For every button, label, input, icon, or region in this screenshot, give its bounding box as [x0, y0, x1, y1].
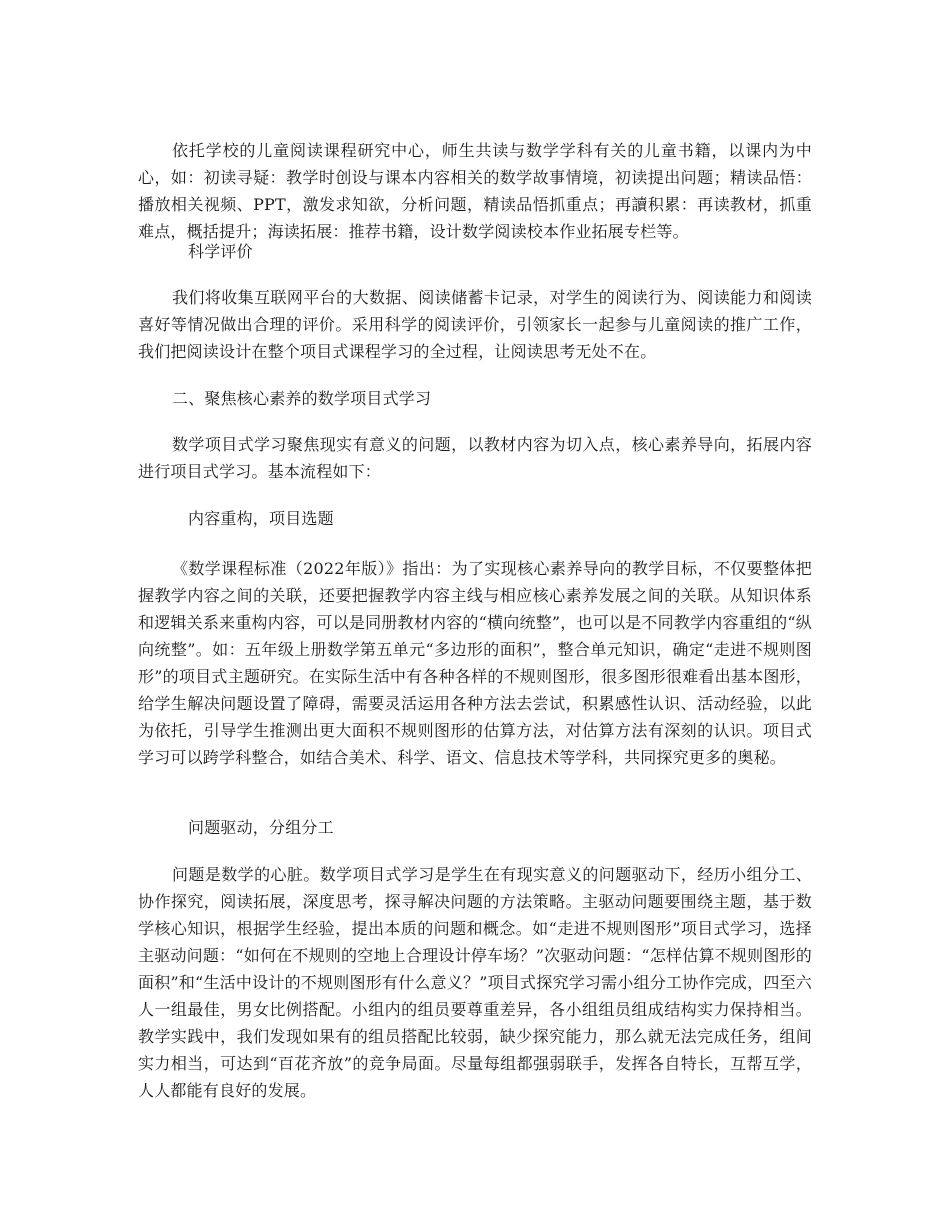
- paragraph-reading-evaluation: 我们将收集互联网平台的大数据、阅读储蓄卡记录，对学生的阅读行为、阅读能力和阅读喜好等情况做出合理的评价。采用科学的阅读评价，引领家长一起参与儿童阅读的推广工作，我们把阅读设计在整个项目式课程学习的全过程，让阅读思考无处不在。: [138, 288, 812, 361]
- heading-content-restructure: 内容重构，项目选题: [188, 509, 334, 528]
- heading-problem-driven: 问题驱动，分组分工: [188, 818, 334, 837]
- paragraph-curriculum-standard: 《数学课程标准（2022年版）》指出：为了实现核心素养导向的教学目标，不仅要整体把握教学内容之间的关联，还要把握教学内容主线与相应核心素养发展之间的关联。从知识体系和逻辑关系来重构内容，可以是同册教材内容的“横向统整”，也可以是不同教学内容重组的“纵向统整”。如：五年级上册数学第五单元“多边形的面积”，整合单元知识，确定“走进不规则图形”的项目式主题研究。在实际生活中有各种各样的不规则图形，很多图形很难看出基本图形，给学生解决问题设置了障碍，需要灵活运用各种方法去尝试，积累感性认识、活动经验，以此为依托，引导学生推测出更大面积不规则图形的估算方法，对估算方法有深刻的认识。项目式学习可以跨学科整合，如结合美术、科学、语文、信息技术等学科，共同探究更多的奥秘。: [138, 559, 812, 767]
- paragraph-problem-driven: 问题是数学的心脏。数学项目式学习是学生在有现实意义的问题驱动下，经历小组分工、协作探究，阅读拓展，深度思考，探寻解决问题的方法策略。主驱动问题要围绕主题，基于数学核心知识，根据学生经验，提出本质的问题和概念。如“走进不规则图形”项目式学习，选择主驱动问题：“如何在不规则的空地上合理设计停车场？”次驱动问题：“怎样估算不规则图形的面积”和“生活中设计的不规则图形有什么意义？”项目式探究学习需小组分工协作完成，四至六人一组最佳，男女比例搭配。小组内的组员要尊重差异，各小组组员组成结构实力保持相当。教学实践中，我们发现如果有的组员搭配比较弱，缺少探究能力，那么就无法完成任务，组间实力相当，可达到“百花齐放”的竞争局面。尽量每组都强弱联手，发挥各自特长，互帮互学，人人都能有良好的发展。: [138, 865, 812, 1100]
- heading-section-two: 二、聚焦核心素养的数学项目式学习: [172, 389, 432, 408]
- paragraph-reading-course: 依托学校的儿童阅读课程研究中心，师生共读与数学学科有关的儿童书籍，以课内为中心，如：初读寻疑：教学时创设与课本内容相关的数学故事情境，初读提出问题；精读品悟：播放相关视频、PPT，激发求知欲，分析问题，精读品悟抓重点；再讀积累：再读教材，抓重难点，概括提升；海读拓展：推荐书籍，设计数学阅读校本作业拓展专栏等。: [138, 141, 812, 241]
- heading-scientific-evaluation: 科学评价: [188, 242, 253, 261]
- paragraph-project-learning-intro: 数学项目式学习聚焦现实有意义的问题，以教材内容为切入点，核心素养导向，拓展内容进行项目式学习。基本流程如下：: [138, 435, 812, 481]
